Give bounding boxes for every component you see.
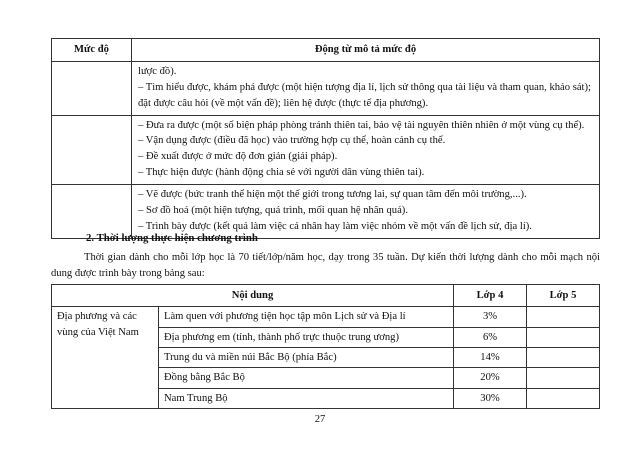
grade4-cell: 6% <box>454 327 527 347</box>
verb-line: – Thực hiện được (hành động chia sẻ với người dân vùng thiên tai). <box>138 167 425 179</box>
section-heading: 2. Thời lượng thực hiện chương trình <box>86 232 258 244</box>
verb-line: – Trình bày được (kết quả làm việc cá nhân hay làm việc nhóm về một vấn đề lịch sử, địa lí). <box>138 220 532 232</box>
verb-level-table <box>51 38 600 239</box>
verb-line: – Đưa ra được (một số biện pháp phòng tránh thiên tai, bảo vệ tài nguyên thiên nhiên ở một vùng cụ thể). <box>138 119 585 131</box>
content-cell: Địa phương em (tỉnh, thành phố trực thuộc trung ương) <box>159 327 454 347</box>
group-label-cell: Địa phương và các vùng của Việt Nam <box>52 307 159 409</box>
grade4-cell: 14% <box>454 348 527 368</box>
level-cell <box>52 185 132 239</box>
verb-line: – Vận dụng được (điều đã học) vào trường hợp cụ thể, hoàn cảnh cụ thể. <box>138 135 446 147</box>
verbs-cell <box>132 61 600 115</box>
time-allocation-table <box>51 284 600 409</box>
verb-line: – Sơ đồ hoá (một hiện tượng, quá trình, mối quan hệ nhân quả). <box>138 205 408 217</box>
grade5-cell <box>527 388 600 408</box>
content-cell: Trung du và miền núi Bắc Bộ (phía Bắc) <box>159 348 454 368</box>
grade4-cell: 30% <box>454 388 527 408</box>
header-grade4: Lớp 4 <box>454 285 527 307</box>
verbs-cell <box>132 115 600 185</box>
header-content: Nội dung <box>52 285 454 307</box>
table-row <box>52 61 600 115</box>
section-paragraph: Thời gian dành cho mỗi lớp học là 70 tiết/lớp/năm học, dạy trong 35 tuần. Dự kiến thời lượng dành cho mỗi mạch nội dung được trình bày trong bảng sau: <box>51 252 600 280</box>
header-grade5: Lớp 5 <box>527 285 600 307</box>
content-cell: Nam Trung Bộ <box>159 388 454 408</box>
table-row <box>52 307 600 327</box>
grade5-cell <box>527 348 600 368</box>
table-row <box>52 115 600 185</box>
verb-line: – Tìm hiểu được, khám phá được (một hiện tượng địa lí, lịch sử thông qua tài liệu và tham quan, khảo sát); đặt được câu hỏi (về một vấn đề); liên hệ được (thực tế địa phương). <box>138 81 591 109</box>
grade5-cell <box>527 327 600 347</box>
header-level: Mức độ <box>52 39 132 62</box>
content-cell: Đồng bằng Bắc Bộ <box>159 368 454 388</box>
verb-line: – Đề xuất được ở mức độ đơn giản (giải pháp). <box>138 151 338 163</box>
level-cell <box>52 115 132 185</box>
verb-line: lược đồ). <box>138 65 177 77</box>
grade4-cell: 3% <box>454 307 527 327</box>
content-cell: Làm quen với phương tiện học tập môn Lịch sử và Địa lí <box>159 307 454 327</box>
verb-line: – Vẽ được (bức tranh thể hiện một thế giới trong tương lai, sự quan tâm đến môi trường,...). <box>138 189 527 201</box>
level-cell <box>52 61 132 115</box>
grade4-cell: 20% <box>454 368 527 388</box>
grade5-cell <box>527 368 600 388</box>
grade5-cell <box>527 307 600 327</box>
table-row <box>52 185 600 239</box>
page-number: 27 <box>314 414 326 425</box>
verbs-cell <box>132 185 600 239</box>
header-verbs: Động từ mô tả mức độ <box>132 39 600 62</box>
